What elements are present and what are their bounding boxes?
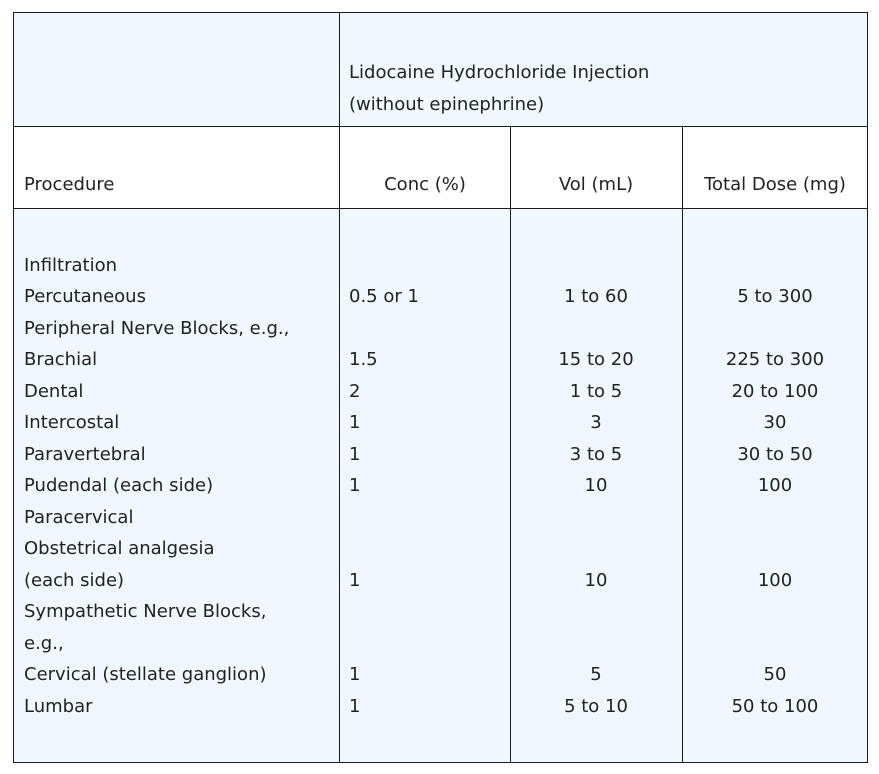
cell-procedure: Lumbar [24, 696, 93, 717]
cell-conc: 1 [349, 444, 361, 465]
cell-conc: 1 [349, 664, 361, 685]
cell-dose: 30 [763, 412, 787, 433]
cell-vol: 5 to 10 [564, 696, 628, 717]
cell-procedure: Brachial [24, 349, 98, 370]
cell-vol: 3 to 5 [569, 444, 623, 465]
table-title-row [14, 13, 867, 127]
table-row [14, 407, 867, 438]
table-row [14, 470, 867, 501]
cell-vol: 1 to 5 [569, 381, 623, 402]
table-title-line-2: (without epinephrine) [349, 94, 545, 115]
cell-dose: 50 to 100 [731, 696, 819, 717]
cell-procedure: Percutaneous [24, 286, 146, 307]
table-row [14, 659, 867, 690]
table-row [14, 344, 867, 375]
dosage-table [13, 12, 868, 763]
cell-vol: 1 to 60 [564, 286, 628, 307]
cell-procedure: Peripheral Nerve Blocks, e.g., [24, 318, 290, 339]
cell-dose: 5 to 300 [737, 286, 813, 307]
cell-procedure: Pudendal (each side) [24, 475, 214, 496]
table-row [14, 439, 867, 470]
column-divider [339, 13, 340, 126]
cell-procedure: Infiltration [24, 255, 118, 276]
cell-procedure: Cervical (stellate ganglion) [24, 664, 267, 685]
cell-procedure: Intercostal [24, 412, 120, 433]
cell-conc: 1.5 [349, 349, 378, 370]
cell-procedure: e.g., [24, 633, 64, 654]
table-title [349, 57, 649, 121]
table-row [14, 250, 867, 281]
cell-conc: 1 [349, 696, 361, 717]
cell-vol: 5 [590, 664, 602, 685]
table-row [14, 281, 867, 312]
cell-procedure: Paracervical [24, 507, 134, 528]
cell-conc: 2 [349, 381, 361, 402]
cell-dose: 20 to 100 [731, 381, 819, 402]
table-row [14, 502, 867, 533]
cell-vol: 15 to 20 [558, 349, 634, 370]
header-conc: Conc (%) [384, 174, 466, 195]
cell-procedure: Obstetrical analgesia [24, 538, 215, 559]
cell-conc: 1 [349, 412, 361, 433]
cell-dose: 100 [757, 475, 793, 496]
table-row [14, 533, 867, 564]
cell-procedure: Paravertebral [24, 444, 146, 465]
cell-dose: 50 [763, 664, 787, 685]
cell-dose: 30 to 50 [737, 444, 813, 465]
cell-procedure: Sympathetic Nerve Blocks, [24, 601, 267, 622]
cell-vol: 10 [584, 475, 608, 496]
cell-conc: 1 [349, 570, 361, 591]
cell-vol: 3 [590, 412, 602, 433]
cell-vol: 10 [584, 570, 608, 591]
cell-procedure: Dental [24, 381, 84, 402]
cell-dose: 225 to 300 [725, 349, 825, 370]
table-row [14, 691, 867, 722]
header-vol: Vol (mL) [558, 174, 634, 195]
cell-conc: 1 [349, 475, 361, 496]
cell-procedure: (each side) [24, 570, 125, 591]
table-body [14, 209, 867, 762]
table-row [14, 313, 867, 344]
header-procedure: Procedure [24, 174, 115, 195]
header-dose: Total Dose (mg) [704, 174, 846, 195]
cell-conc: 0.5 or 1 [349, 286, 419, 307]
cell-dose: 100 [757, 570, 793, 591]
table-row [14, 628, 867, 659]
table-header-row [14, 127, 867, 209]
table-row [14, 376, 867, 407]
table-title-line-1: Lidocaine Hydrochloride Injection [349, 62, 650, 83]
table-row [14, 565, 867, 596]
table-row [14, 596, 867, 627]
